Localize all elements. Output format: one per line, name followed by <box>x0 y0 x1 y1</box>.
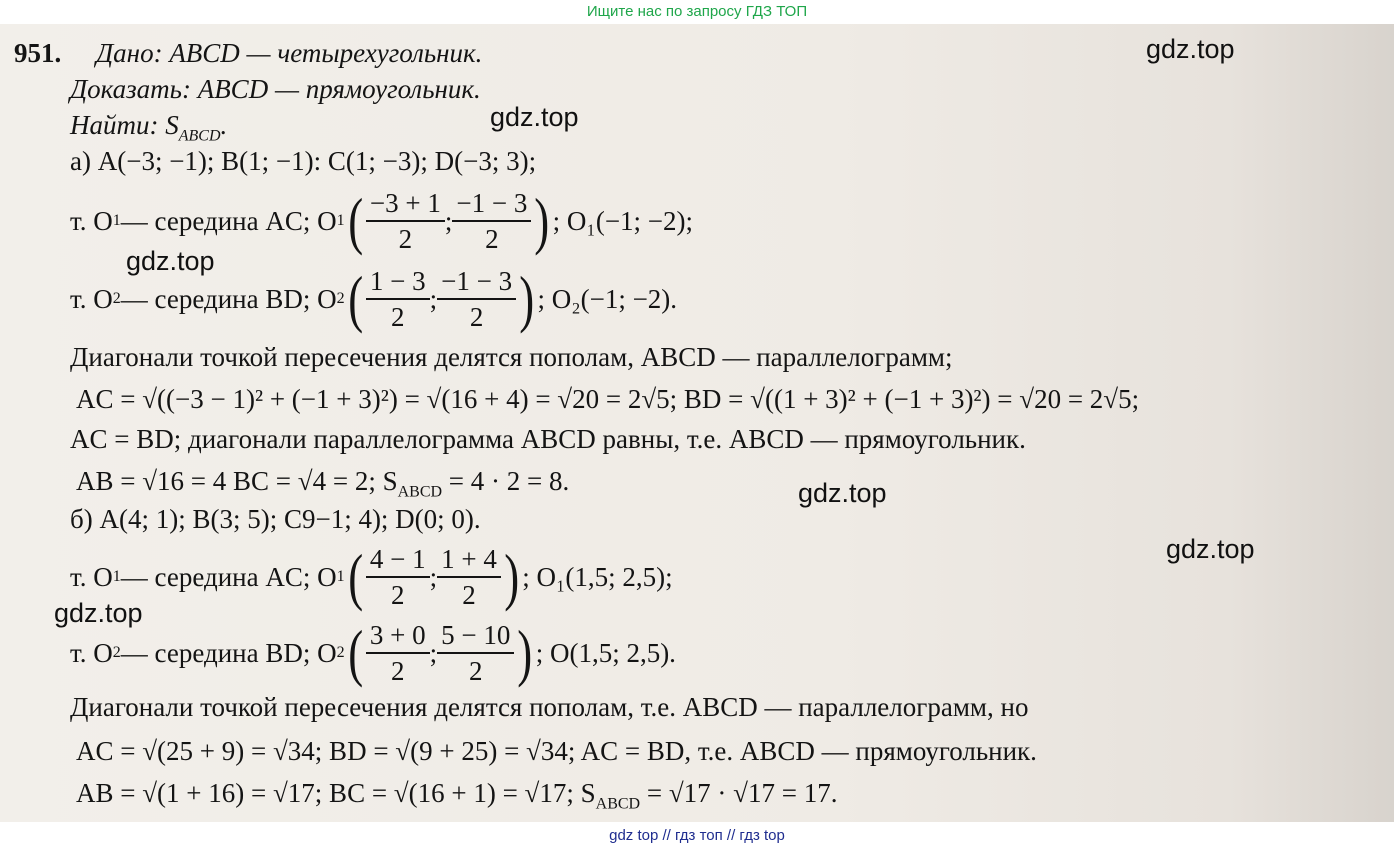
close-paren: ) <box>519 263 535 334</box>
fraction <box>366 264 430 334</box>
given-line: Дано: ABCD — четырехугольник. <box>96 38 483 68</box>
watermark: gdz.top <box>1146 34 1235 64</box>
part-a-lengths: AC = √((−3 − 1)² + (−1 + 3)²) = √(16 + 4) = √20 = 2√5; BD = √((1 + 3)² + (−1 + 3)²) = √20 = 2√5; <box>76 384 1140 414</box>
o1-mid: — середина AC; O <box>120 206 337 236</box>
area-b-sub: ABCD <box>595 795 641 813</box>
o1-sub-2: 1 <box>336 568 345 585</box>
o2-sub: 2 <box>112 644 121 661</box>
watermark: gdz.top <box>1166 534 1255 564</box>
fraction-numerator: −1 − 3 <box>456 188 528 218</box>
find-subscript: ABCD <box>178 127 221 145</box>
area-b-text: AB = √(1 + 16) = √17; BC = √(16 + 1) = √17; S <box>76 778 596 808</box>
fraction-numerator: 4 − 1 <box>369 544 426 574</box>
fraction-denominator: 2 <box>366 652 430 688</box>
fraction-numerator: −1 − 3 <box>441 266 513 296</box>
fraction <box>437 264 516 334</box>
fraction-denominator: 2 <box>437 652 514 688</box>
area-b-end: = √17 · √17 = 17. <box>640 778 838 808</box>
area-a-text: AB = √16 = 4 BC = √4 = 2; S <box>76 466 398 496</box>
o1-sub-2: 1 <box>336 212 345 229</box>
footer-links: gdz top // гдз топ // гдз top <box>0 822 1394 849</box>
o1-result: ; O₁(−1; −2); <box>552 206 694 236</box>
o2-result: ; O(1,5; 2,5). <box>535 638 676 668</box>
prove-line: Доказать: ABCD — прямоугольник. <box>70 74 481 104</box>
fraction <box>437 542 501 612</box>
watermark: gdz.top <box>798 478 887 508</box>
o1-lead: т. O <box>70 206 113 236</box>
o1-lead: т. O <box>70 562 113 592</box>
part-b-o1-line <box>70 538 673 616</box>
fraction-denominator: 2 <box>366 576 430 612</box>
o1-mid: — середина AC; O <box>120 562 337 592</box>
find-line: Найти: $S_{ABCD}$. <box>70 110 228 145</box>
watermark: gdz.top <box>54 598 143 628</box>
o1-sub: 1 <box>112 212 121 229</box>
part-b-area <box>76 776 837 821</box>
area-a-end: = 4 · 2 = 8. <box>442 466 570 496</box>
fraction-numerator: 1 − 3 <box>369 266 426 296</box>
part-b-diagonals: Диагонали точкой пересечения делятся пополам, т.е. ABCD — параллелограмм, но <box>70 692 1029 722</box>
part-a-equal: AC = BD; диагонали параллелограмма ABCD равны, т.е. ABCD — прямоугольник. <box>70 424 1026 454</box>
fraction-numerator: 5 − 10 <box>441 620 511 650</box>
fraction-numerator: −3 + 1 <box>369 188 441 218</box>
semicolon: ; <box>429 562 438 592</box>
fraction-denominator: 2 <box>366 220 445 256</box>
find-label: Найти: S <box>70 110 179 140</box>
part-a-diagonals: Диагонали точкой пересечения делятся пополам, ABCD — параллелограмм; <box>70 342 953 372</box>
semicolon: ; <box>444 206 453 236</box>
o2-sub-2: 2 <box>336 644 345 661</box>
o2-mid: — середина BD; O <box>120 638 337 668</box>
fraction-denominator: 2 <box>366 298 430 334</box>
part-b-o2-line <box>70 614 676 692</box>
open-paren: ( <box>347 617 363 688</box>
close-paren: ) <box>534 185 550 256</box>
o2-lead: т. O <box>70 284 113 314</box>
fraction <box>437 618 514 688</box>
top-banner: Ищите нас по запросу ГДЗ ТОП <box>0 0 1394 24</box>
o2-sub: 2 <box>112 290 121 307</box>
semicolon: ; <box>429 284 438 314</box>
part-a-points: а) A(−3; −1); B(1; −1): C(1; −3); D(−3; 3); <box>70 146 537 176</box>
open-paren: ( <box>347 263 363 334</box>
close-paren: ) <box>517 617 533 688</box>
fraction-denominator: 2 <box>437 576 501 612</box>
fraction-denominator: 2 <box>452 220 531 256</box>
fraction-numerator: 1 + 4 <box>441 544 497 574</box>
semicolon: ; <box>429 638 438 668</box>
o1-result: ; O₁(1,5; 2,5); <box>522 562 673 592</box>
watermark: gdz.top <box>490 102 579 132</box>
close-paren: ) <box>504 541 520 612</box>
watermark: gdz.top <box>126 246 215 276</box>
fraction <box>366 618 430 688</box>
o2-mid: — середина BD; O <box>120 284 337 314</box>
o2-lead: т. O <box>70 638 113 668</box>
open-paren: ( <box>347 541 363 612</box>
area-a-sub: ABCD <box>397 483 443 501</box>
fraction <box>452 186 531 256</box>
scanned-page <box>0 24 1394 822</box>
fraction <box>366 542 430 612</box>
part-b-lengths: AC = √(25 + 9) = √34; BD = √(9 + 25) = √34; AC = BD, т.е. ABCD — прямоугольник. <box>76 736 1037 766</box>
o1-sub: 1 <box>112 568 121 585</box>
o2-sub-2: 2 <box>336 290 345 307</box>
part-b-points: б) A(4; 1); B(3; 5); C9−1; 4); D(0; 0). <box>70 504 481 534</box>
o2-result: ; O₂(−1; −2). <box>537 284 678 314</box>
fraction-denominator: 2 <box>437 298 516 334</box>
open-paren: ( <box>347 185 363 256</box>
fraction <box>366 186 445 256</box>
problem-number: 951. <box>14 38 62 68</box>
fraction-numerator: 3 + 0 <box>369 620 426 650</box>
